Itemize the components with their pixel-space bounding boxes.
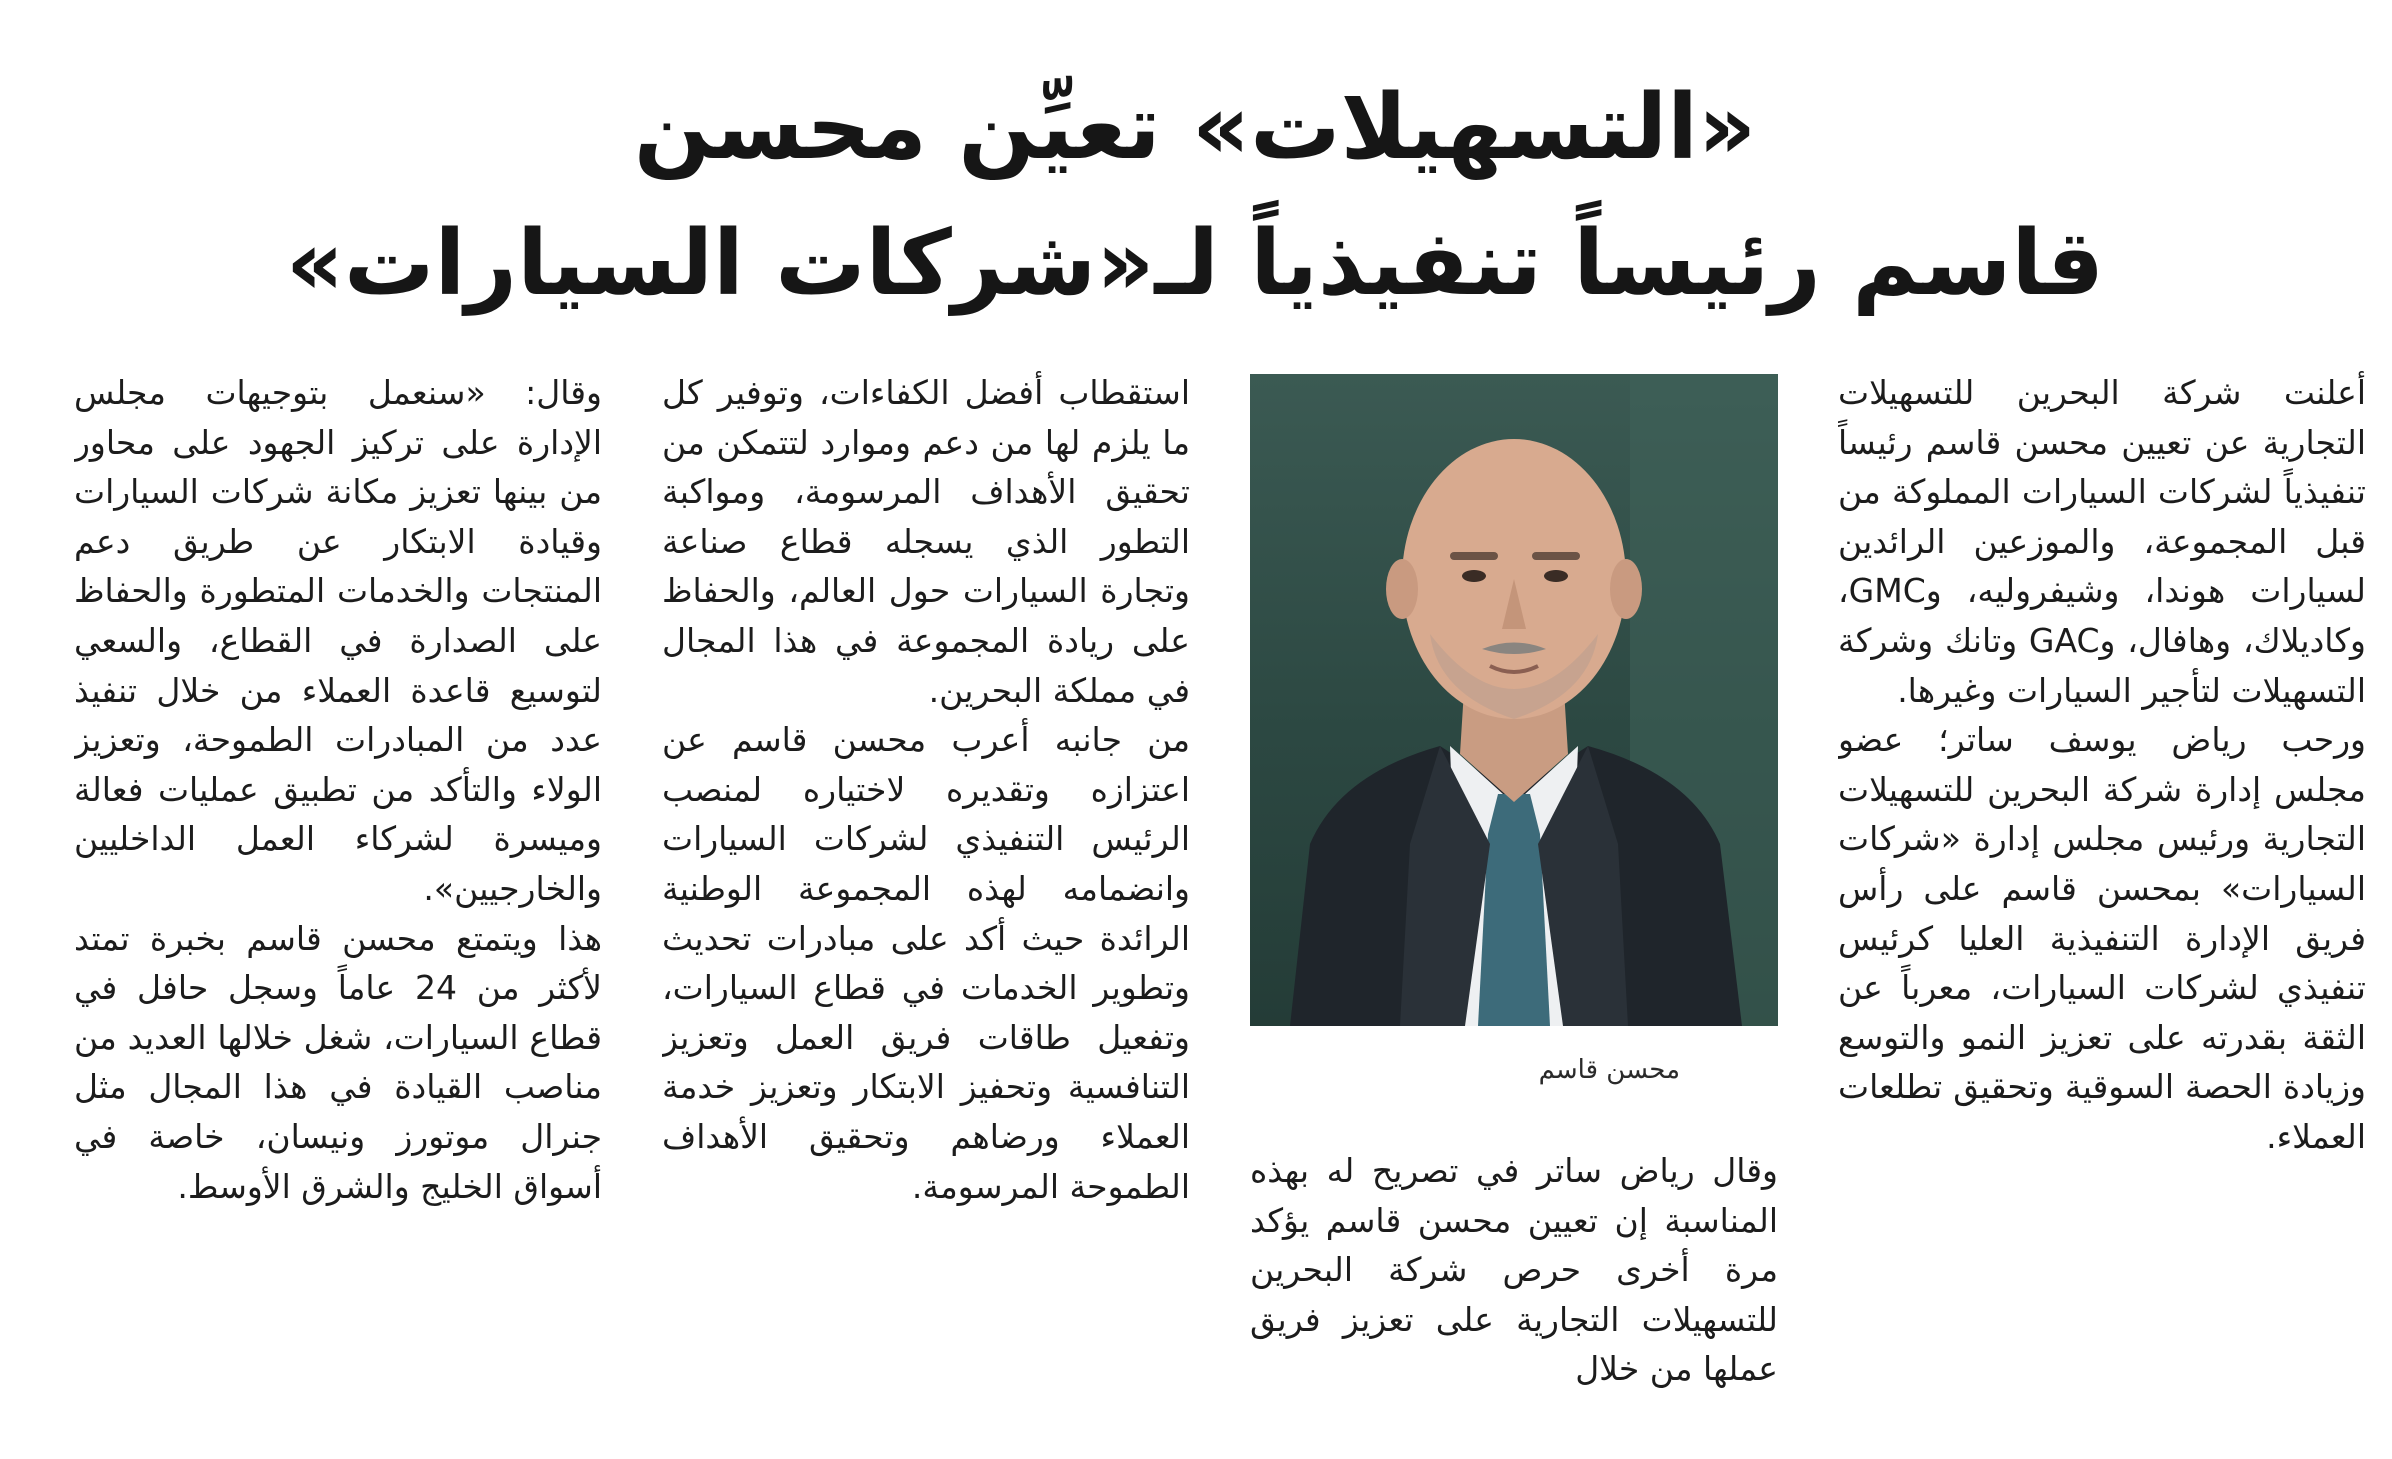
paragraph: أعلنت شركة البحرين للتسهيلات التجارية عن تعيين محسن قاسم رئيساً تنفيذياً لشركات السيارات المملوكة من قبل المجموعة، والموزعين الرائدين لسيارات هوندا، وشيفروليه، وGMC، وكاديلاك، وهافال، وGAC وتانك وشركة التسهيلات لتأجير السيارات وغيرها. bbox=[1838, 373, 2366, 710]
article-column-3 bbox=[662, 368, 1190, 1428]
paragraph: هذا ويتمتع محسن قاسم بخبرة تمتد لأكثر من 24 عاماً وسجل حافل في قطاع السيارات، شغل خلالها العديد من مناصب القيادة في هذا المجال مثل جنرال موتورز ونيسان، خاصة في أسواق الخليج والشرق الأوسط. bbox=[74, 918, 602, 1206]
portrait-illustration bbox=[1250, 374, 1778, 1026]
article-column-2 bbox=[1250, 1146, 1778, 1436]
article-headline bbox=[150, 60, 2240, 332]
headline-line-1: «التسهيلات» تعيِّن محسن bbox=[633, 75, 1757, 180]
photo-caption: محسن قاسم bbox=[1538, 1055, 1680, 1085]
portrait-photo bbox=[1250, 374, 1778, 1026]
paragraph: من جانبه أعرب محسن قاسم عن اعتزازه وتقديره لاختياره لمنصب الرئيس التنفيذي لشركات السيارات وانضمامه لهذه المجموعة الوطنية الرائدة حيث أكد على مبادرات تحديث وتطوير الخدمات في قطاع السيارات، وتفعيل طاقات فريق العمل وتعزيز التنافسية وتحفيز الابتكار وتعزيز خدمة العملاء ورضاهم وتحقيق الأهداف الطموحة المرسومة. bbox=[662, 720, 1190, 1206]
paragraph: وقال رياض ساتر في تصريح له بهذه المناسبة إن تعيين محسن قاسم يؤكد مرة أخرى حرص شركة البحرين للتسهيلات التجارية على تعزيز فريق عملها من خلال bbox=[1250, 1151, 1778, 1389]
paragraph: ورحب رياض يوسف ساتر؛ عضو مجلس إدارة شركة البحرين للتسهيلات التجارية ورئيس مجلس إدارة «شركات السيارات» بمحسن قاسم على رأس فريق الإدارة التنفيذية العليا كرئيس تنفيذي لشركات السيارات، معرباً عن الثقة بقدرته على تعزيز النمو والتوسع وزيادة الحصة السوقية وتحقيق تطلعات العملاء. bbox=[1838, 720, 2366, 1156]
headline-line-2: قاسم رئيساً تنفيذياً لـ«شركات السيارات» bbox=[285, 211, 2105, 316]
paragraph: استقطاب أفضل الكفاءات، وتوفير كل ما يلزم لها من دعم وموارد لتتمكن من تحقيق الأهداف المرسومة، ومواكبة التطور الذي يسجله قطاع صناعة وتجارة السيارات حول العالم، والحفاظ على ريادة المجموعة في هذا المجال في مملكة البحرين. bbox=[662, 373, 1190, 710]
article-column-4 bbox=[74, 368, 602, 1428]
article-column-1 bbox=[1838, 368, 2366, 1428]
paragraph: وقال: «سنعمل بتوجيهات مجلس الإدارة على تركيز الجهود على محاور من بينها تعزيز مكانة شركات السيارات وقيادة الابتكار عن طريق دعم المنتجات والخدمات المتطورة والحفاظ على الصدارة في القطاع، والسعي لتوسيع قاعدة العملاء من خلال تنفيذ عدد من المبادرات الطموحة، وتعزيز الولاء والتأكد من تطبيق عمليات فعالة وميسرة لشركاء العمل الداخليين والخارجيين». bbox=[74, 373, 602, 908]
